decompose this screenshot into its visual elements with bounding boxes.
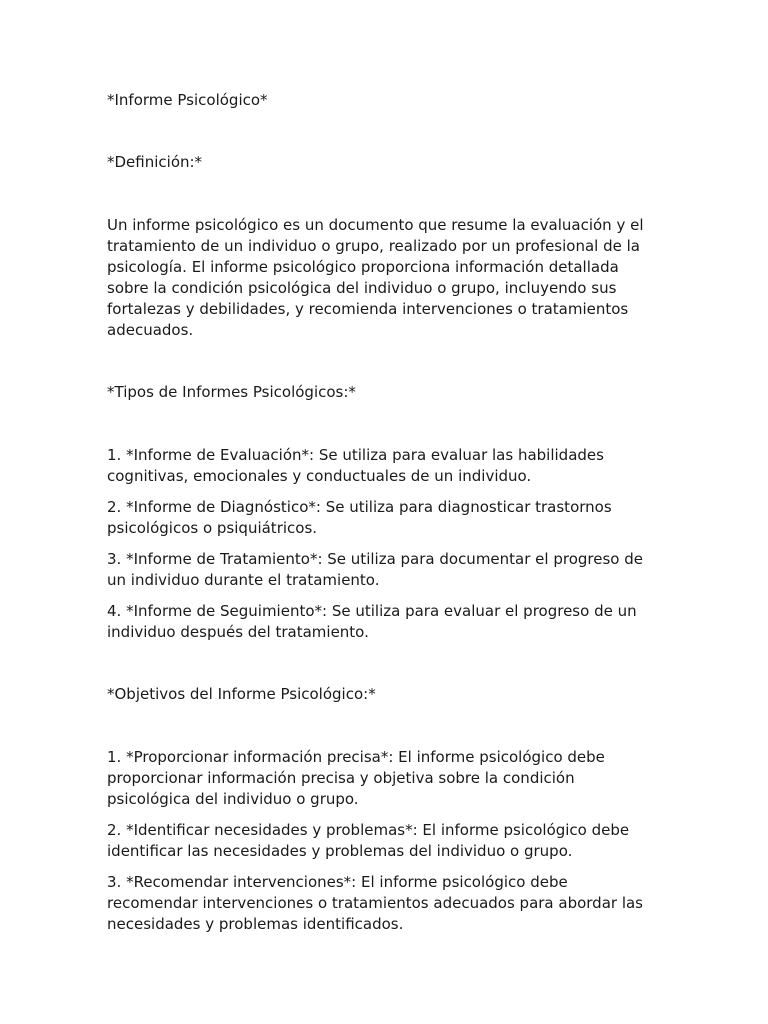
- list-item: 3. *Recomendar intervenciones*: El informe psicológico debe recomendar intervenciones o tratamientos adecuados para abordar las necesidades y problemas identificados.: [107, 873, 644, 933]
- objectives-list: [107, 747, 655, 935]
- list-item: 4. *Informe de Seguimiento*: Se utiliza para evaluar el progreso de un individuo después del tratamiento.: [107, 602, 637, 641]
- list-item: 1. *Proporcionar información precisa*: El informe psicológico debe proporcionar información precisa y objetiva sobre la condición psicológica del individuo o grupo.: [107, 748, 605, 808]
- list-item: 2. *Identificar necesidades y problemas*: El informe psicológico debe identificar las necesidades y problemas del individuo o grupo.: [107, 821, 630, 860]
- types-list: [107, 445, 655, 643]
- list-item: 2. *Informe de Diagnóstico*: Se utiliza para diagnosticar trastornos psicológicos o psiquiátricos.: [107, 498, 612, 537]
- document-page: [107, 90, 655, 945]
- document-title: *Informe Psicológico*: [107, 91, 268, 109]
- types-heading: *Tipos de Informes Psicológicos:*: [107, 383, 356, 401]
- objectives-heading: *Objetivos del Informe Psicológico:*: [107, 685, 376, 703]
- definition-paragraph: Un informe psicológico es un documento que resume la evaluación y el tratamiento de un individuo o grupo, realizado por un profesional de la psicología. El informe psicológico proporciona información detallada sobre la condición psicológica del individuo o grupo, incluyendo sus fortalezas y debilidades, y recomienda intervenciones o tratamientos adecuados.: [107, 216, 644, 339]
- list-item: 1. *Informe de Evaluación*: Se utiliza para evaluar las habilidades cognitivas, emocionales y conductuales de un individuo.: [107, 446, 604, 485]
- list-item: 3. *Informe de Tratamiento*: Se utiliza para documentar el progreso de un individuo durante el tratamiento.: [107, 550, 643, 589]
- definition-heading: *Definición:*: [107, 153, 203, 171]
